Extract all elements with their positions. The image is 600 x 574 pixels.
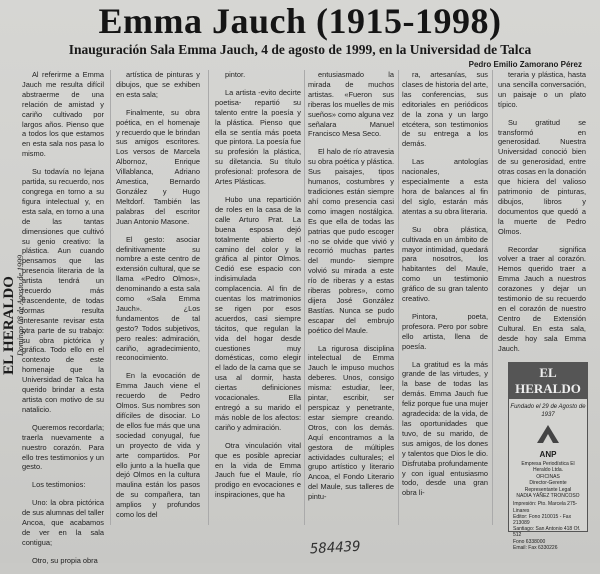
paragraph: artística de pinturas y dibujos, que se exhiben en esta sala;	[116, 70, 200, 99]
paragraph: Otro, su propia obra	[32, 555, 98, 565]
paragraph: Otra vinculación vital que es posible apreciar en la vida de Emma Jauch fue el Maule, río prodigo en evocaciones e inspiraciones, que ha	[215, 440, 301, 500]
page-subtitle: Inauguración Sala Emma Jauch, 4 de agosto de 1999, en la Universidad de Talca	[68, 42, 532, 57]
masthead-info-line: Empresa Periodística El Heraldo Ltda.	[521, 461, 575, 474]
article-column-4	[308, 70, 394, 510]
article-column-3	[215, 70, 301, 508]
masthead-detail-line: Email: Fax 6330226	[513, 544, 558, 551]
article-column-5	[402, 70, 488, 506]
paragraph: Uno: la obra pictórica de sus alumnas del taller Ancoa, que acabamos de ver en la sala contigua;	[22, 498, 104, 547]
column-divider	[208, 70, 209, 525]
masthead-detail-line: Fono 6338000	[513, 538, 546, 545]
paragraph: Al referirme a Emma Jauch me resulta difícil abstraerme de una relación de amistad y cariño cultivado por largos años. Pienso que a todos los que estamos en esta sala nos pasa lo mismo.	[22, 70, 104, 159]
page-title: Emma Jauch (1915-1998)	[98, 1, 502, 41]
sidebar-brand-text: EL HERALDO	[0, 275, 17, 375]
paragraph: entusiasmado la mirada de muchos artistas. «Fueron sus riberas los muelles de mis sueños» como alguna vez señalara Manuel Francisco Mesa Seco.	[308, 70, 394, 139]
column-divider	[304, 70, 305, 525]
masthead-details	[509, 501, 587, 551]
paragraph: Su gratitud se transformó en generosidad. Nuestra Universidad conoció bien de su generosidad, entre otras cosas en la donación que hiciera del valioso patrimonio de pinturas, dibujos, libros y documentos que quedó a la muerte de Pedro Olmos.	[498, 117, 586, 236]
paragraph: El halo de río atravesia su obra poética y plástica. Sus paisajes, tipos humanos, costumbres y tradiciones están siempre ahí como presencia casi como imagen nostálgica. Es que ella de todas las patrias que pudo escoger -no se olvide que vivió y recorrió muchas partes del mundo- siempre volvió su mirada a este río de riberas y a estas riberas pobres», como dijera José González Bastías. Nunca se pudo escapar del embrujo poético del Maule.	[308, 147, 394, 335]
article-column-6	[498, 70, 586, 361]
column-divider	[110, 70, 111, 525]
masthead-detail-line: Impresión: Pto. Marcela 275-Linares	[513, 501, 578, 514]
paragraph: Finalmente, su obra poética, en el homenaje y recuerdo que le brindan sus amigos escritores. Los versos de Marcela Albornoz, Enrique Villablanca, Adriano Amestica, Bernardo González y Hugo Meltdorf. También las palabras del escritor Juan Antonio Masone.	[116, 107, 200, 226]
paragraph: Hubo una repartición de roles en la casa de la calle Arturo Prat. La buena esposa dejó totalmente abierto el camino del color y la gráfica al pintor Olmos. Cedió ese espacio con indisimulada complacencia. Al fin de cuentas los matrimonios se rigen por esos acuerdos, casi siempre tácitos, que regulan la vida del hogar desde cuestiones muy domésticas, como elegir el lado de la cama que se usa al dormir, hasta ciertas definiciones vocacionales. Ella entregó a su marido el más noble de los afectos: cariño y admiración.	[215, 194, 301, 432]
masthead-detail-line: Editor: Fono 210015 - Fax 213089	[513, 513, 572, 527]
masthead-info-line: Director-Gerente	[529, 480, 567, 487]
paragraph: Las antologías nacionales, especialmente a esta hora de balances al fin del siglo, estarán más atentas a su obra literaria.	[402, 157, 488, 216]
masthead-founded: Fundado el 29 de Agosto de 1937	[510, 404, 586, 418]
paragraph: teraria y plástica, hasta una sencilla conversación, un paisaje o un plato típico.	[498, 70, 586, 109]
masthead-box	[508, 362, 588, 551]
paragraph: Queremos recordarla; traerla nuevamente a nuestro corazón. Para ello tres testimonios y un gesto.	[22, 422, 104, 472]
author-byline: Pedro Emilio Zamorano Pérez	[468, 60, 582, 69]
masthead-info-line: Representante Legal	[524, 486, 572, 493]
paragraph: La rigurosa disciplina intelectual de Emma Jauch le impuso muchos deberes. Unos, consigo misma: estudiar, leer, pintar, escribir, ser perspicaz y penetrante, estar siempre creando. Otros, con los demás. Aquí encontramos a la gestora de múltiples actividades culturales; el grupo artístico y literario Ancoa, el Fondo Literario del Maule, sus talleres de pintu-	[308, 343, 394, 502]
paragraph: La gratitud es la más grande de las virtudes, y la base de todas las demás. Emma Jauch fue feliz porque fue una mujer agradecida: de la vida, de las oportunidades que tuvo, de su marido, de sus amigos, de los dones y talentos que Dios le dio. Disfrutaba profundamente y con igual entusiasmo todo, desde una gran obra li-	[402, 359, 488, 498]
anp-logo-label: ANP	[539, 450, 557, 459]
article-column-2	[116, 70, 200, 528]
sidebar-date-text: Domingo 08 de Agosto de 1999	[15, 254, 25, 356]
paragraph: pintor.	[225, 70, 246, 79]
masthead-name: EL HERALDO	[509, 363, 587, 399]
column-divider	[492, 70, 493, 525]
paragraph: La artista -evito decirte poetisa- repartió su talento entre la poesía y la plástica. Pienso que ella se sentía más poeta que pintora. La poesía fue su profesión la plástica, su diletancia. Su título profesional: profesora de Artes Plásticas.	[215, 87, 301, 187]
article-column-1	[22, 70, 104, 574]
masthead-info-line: NADIA YÁÑEZ TRONCOSO	[516, 493, 580, 500]
paragraph: Su obra plástica, cultivada en un ámbito de mayor intimidad, quedará para nosotros, los habitantes del Maule, como un testimonio gráfico de su gran talento creativo.	[402, 224, 488, 304]
column-divider	[398, 70, 399, 525]
anp-logo-icon	[509, 423, 587, 450]
paragraph: Pintora, poeta, profesora. Pero por sobre ello artista, llena de poesía.	[402, 311, 488, 351]
handwritten-catalog-number: 584439	[309, 538, 361, 558]
paragraph: ra, artesanías, sus clases de historia del arte, las conferencias, sus editoriales en periódicos de la zona y un largo etcétera, son testimonios de su entrega a los demás.	[402, 70, 488, 149]
masthead-detail-line: Santiago: San Antonio 418 Of. 512	[513, 526, 581, 539]
masthead-info-line: OFICINAS	[536, 473, 560, 480]
paragraph: En la evocación de Emma Jauch viene el recuerdo de Pedro Olmos. Sus nombres son difíciles de disociar. Lo de ellos fue más que una sociedad conyugal, fue un proyecto de vida y arte compartidos. Por ello junto a la huella que dejó Olmos en la cultura maulina están los pasos de su compañera, tan amplios y profundos como los del	[116, 371, 200, 520]
paragraph: Su todavía no lejana partida, su recuerdo, nos congrega en torno a su figura intelectual y, en esta sala, en torno a una de las tantas dimensiones que cultivó su genio creativo: la plástica. Aun cuando pensamos que las presencia literaria de la artista tendrá un recuerdo más trascendente, de todas formas resulta interesante revisar esta otra parte de su trabajo: su obra pictórica y gráfica. Todo ello en el contexto de este homenaje que la Universidad de Talca ha querido brindar a esta artista con motivo de su natalicio.	[22, 167, 104, 414]
paragraph: El gesto: asociar definitivamente su nombre a este centro de extensión cultural, que se llama «Pedro Olmos», denominando a esta sala como «Sala Emma Jauch». ¿Los fundamentos de tal gesto? Todos subjetivos, pero reales: admiración, cariño, agradecimiento, reconocimiento.	[116, 234, 200, 363]
paragraph: Recordar significa volver a traer al corazón. Hemos querido traer a Emma Jauch a nuestros corazones y dejar un testimonio de su recuerdo en el corazón de nuestro Centro de Extensión Cultural. En esta sala, desde hoy sala Emma Jauch.	[498, 244, 586, 353]
masthead-info	[509, 459, 587, 501]
paragraph: Los testimonios:	[32, 480, 86, 490]
